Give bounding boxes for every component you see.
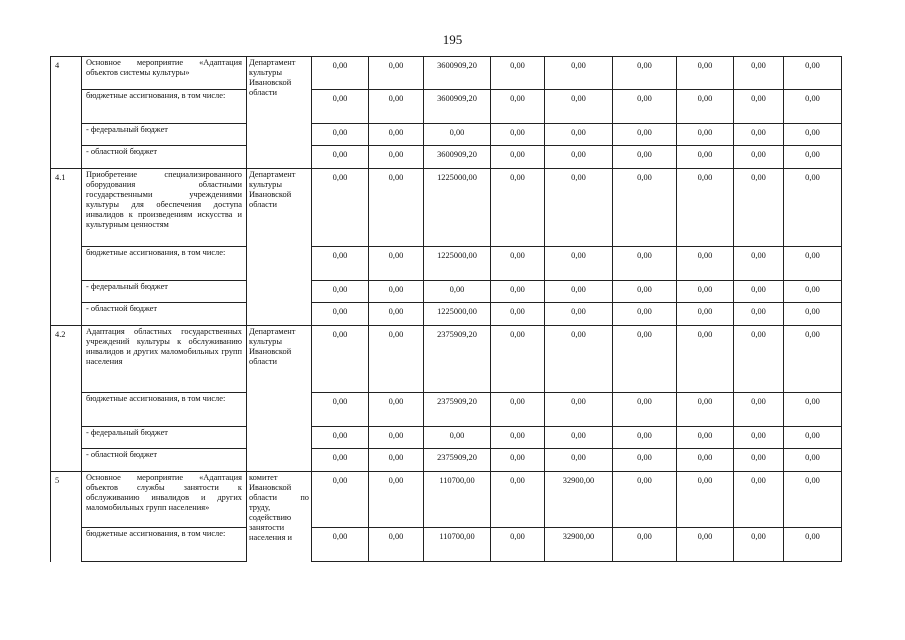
amount-cell: 0,00 [677, 528, 734, 562]
amount-cell: 0,00 [613, 281, 677, 303]
amount-cell: 0,00 [784, 427, 842, 449]
amount-cell: 1225000,00 [424, 247, 491, 281]
amount-cell: 0,00 [545, 427, 613, 449]
amount-cell: 0,00 [491, 146, 545, 169]
amount-cell: 0,00 [369, 326, 424, 393]
amount-cell: 0,00 [734, 449, 784, 472]
amount-cell: 0,00 [784, 393, 842, 427]
amount-cell: 0,00 [613, 169, 677, 247]
table-row [51, 90, 842, 124]
amount-cell: 0,00 [491, 281, 545, 303]
amount-cell: 0,00 [734, 393, 784, 427]
amount-cell: 0,00 [369, 281, 424, 303]
amount-cell: 0,00 [613, 57, 677, 90]
amount-cell: 0,00 [545, 57, 613, 90]
table-row [51, 247, 842, 281]
amount-cell: 0,00 [312, 393, 369, 427]
row-index: 5 [51, 472, 82, 562]
amount-cell: 0,00 [784, 281, 842, 303]
amount-cell: 0,00 [491, 326, 545, 393]
amount-cell: 0,00 [369, 393, 424, 427]
amount-cell: 0,00 [312, 57, 369, 90]
amount-cell: 0,00 [734, 281, 784, 303]
amount-cell: 0,00 [677, 393, 734, 427]
amount-cell: 0,00 [734, 247, 784, 281]
amount-cell: 0,00 [734, 528, 784, 562]
amount-cell: 2375909,20 [424, 393, 491, 427]
table-row [51, 528, 842, 562]
amount-cell: 0,00 [545, 449, 613, 472]
amount-cell: 0,00 [424, 124, 491, 146]
amount-cell: 0,00 [545, 169, 613, 247]
funding-source-label: - областной бюджет [82, 146, 247, 169]
amount-cell: 0,00 [734, 303, 784, 326]
amount-cell: 0,00 [491, 247, 545, 281]
amount-cell: 0,00 [784, 169, 842, 247]
table-row [51, 124, 842, 146]
amount-cell: 0,00 [312, 427, 369, 449]
amount-cell: 0,00 [369, 146, 424, 169]
amount-cell: 0,00 [613, 449, 677, 472]
amount-cell: 0,00 [545, 124, 613, 146]
amount-cell: 0,00 [491, 57, 545, 90]
amount-cell: 0,00 [784, 247, 842, 281]
amount-cell: 0,00 [613, 247, 677, 281]
amount-cell: 0,00 [424, 281, 491, 303]
amount-cell: 0,00 [677, 90, 734, 124]
amount-cell: 0,00 [734, 57, 784, 90]
amount-cell: 0,00 [491, 472, 545, 528]
executor: Департамент культуры Ивановской области [247, 57, 312, 169]
amount-cell: 0,00 [734, 427, 784, 449]
amount-cell: 0,00 [491, 449, 545, 472]
executor: комитет Ивановской области по труду, содействию занятости населения и [247, 472, 312, 562]
amount-cell: 0,00 [784, 472, 842, 528]
amount-cell: 0,00 [613, 303, 677, 326]
amount-cell: 0,00 [369, 303, 424, 326]
amount-cell: 0,00 [312, 247, 369, 281]
funding-source-label: бюджетные ассигнования, в том числе: [82, 90, 247, 124]
amount-cell: 0,00 [545, 90, 613, 124]
amount-cell: 0,00 [784, 146, 842, 169]
amount-cell: 0,00 [613, 124, 677, 146]
amount-cell: 0,00 [312, 326, 369, 393]
funding-source-label: - областной бюджет [82, 303, 247, 326]
table-row [51, 281, 842, 303]
amount-cell: 0,00 [784, 528, 842, 562]
amount-cell: 0,00 [734, 146, 784, 169]
activity-name: Адаптация областных государственных учреждений культуры к обслуживанию инвалидов и других маломобильных групп населения [82, 326, 247, 393]
amount-cell: 0,00 [491, 427, 545, 449]
amount-cell: 0,00 [491, 169, 545, 247]
amount-cell: 0,00 [545, 281, 613, 303]
amount-cell: 0,00 [369, 90, 424, 124]
amount-cell: 32900,00 [545, 472, 613, 528]
table-row [51, 326, 842, 393]
amount-cell: 0,00 [784, 57, 842, 90]
amount-cell: 0,00 [734, 124, 784, 146]
amount-cell: 0,00 [545, 247, 613, 281]
amount-cell: 0,00 [369, 472, 424, 528]
amount-cell: 0,00 [312, 528, 369, 562]
amount-cell: 0,00 [734, 472, 784, 528]
amount-cell: 0,00 [369, 528, 424, 562]
budget-table [50, 56, 842, 562]
amount-cell: 0,00 [784, 326, 842, 393]
funding-source-label: - федеральный бюджет [82, 124, 247, 146]
amount-cell: 0,00 [677, 472, 734, 528]
amount-cell: 0,00 [613, 427, 677, 449]
amount-cell: 0,00 [369, 449, 424, 472]
activity-name: Основное мероприятие «Адаптация объектов службы занятости к обслуживанию инвалидов и других маломобильных групп населения» [82, 472, 247, 528]
funding-source-label: бюджетные ассигнования, в том числе: [82, 393, 247, 427]
activity-name: Приобретение специализированного оборудования областными государственными учреждениями культуры для обеспечения доступа инвалидов к произведениям искусства и культурным ценностям [82, 169, 247, 247]
page-number: 195 [442, 32, 463, 47]
amount-cell: 0,00 [613, 326, 677, 393]
amount-cell: 0,00 [677, 124, 734, 146]
amount-cell: 0,00 [312, 146, 369, 169]
amount-cell: 0,00 [677, 303, 734, 326]
amount-cell: 0,00 [784, 90, 842, 124]
table-row [51, 169, 842, 247]
table-row [51, 146, 842, 169]
row-index: 4 [51, 57, 82, 169]
amount-cell: 0,00 [424, 427, 491, 449]
amount-cell: 0,00 [312, 124, 369, 146]
table-row [51, 472, 842, 528]
table-row [51, 427, 842, 449]
row-index: 4.2 [51, 326, 82, 472]
amount-cell: 0,00 [613, 472, 677, 528]
amount-cell: 0,00 [784, 124, 842, 146]
amount-cell: 0,00 [491, 90, 545, 124]
executor: Департамент культуры Ивановской области [247, 169, 312, 326]
amount-cell: 0,00 [312, 472, 369, 528]
amount-cell: 0,00 [677, 427, 734, 449]
amount-cell: 0,00 [784, 449, 842, 472]
funding-source-label: - федеральный бюджет [82, 427, 247, 449]
executor: Департамент культуры Ивановской области [247, 326, 312, 472]
funding-source-label: - областной бюджет [82, 449, 247, 472]
amount-cell: 0,00 [545, 393, 613, 427]
row-index: 4.1 [51, 169, 82, 326]
activity-name: Основное мероприятие «Адаптация объектов системы культуры» [82, 57, 247, 90]
amount-cell: 0,00 [491, 303, 545, 326]
amount-cell: 110700,00 [424, 528, 491, 562]
amount-cell: 0,00 [312, 449, 369, 472]
amount-cell: 0,00 [312, 303, 369, 326]
amount-cell: 0,00 [369, 169, 424, 247]
amount-cell: 0,00 [677, 146, 734, 169]
amount-cell: 0,00 [491, 528, 545, 562]
amount-cell: 0,00 [677, 169, 734, 247]
funding-source-label: - федеральный бюджет [82, 281, 247, 303]
table-row [51, 393, 842, 427]
amount-cell: 110700,00 [424, 472, 491, 528]
amount-cell: 0,00 [369, 57, 424, 90]
amount-cell: 0,00 [734, 169, 784, 247]
amount-cell: 0,00 [677, 57, 734, 90]
funding-source-label: бюджетные ассигнования, в том числе: [82, 528, 247, 562]
amount-cell: 0,00 [369, 247, 424, 281]
table-row [51, 303, 842, 326]
amount-cell: 0,00 [677, 247, 734, 281]
table-row [51, 449, 842, 472]
amount-cell: 2375909,20 [424, 326, 491, 393]
amount-cell: 2375909,20 [424, 449, 491, 472]
amount-cell: 0,00 [734, 326, 784, 393]
amount-cell: 0,00 [491, 124, 545, 146]
amount-cell: 1225000,00 [424, 169, 491, 247]
amount-cell: 0,00 [677, 281, 734, 303]
amount-cell: 0,00 [369, 124, 424, 146]
amount-cell: 1225000,00 [424, 303, 491, 326]
amount-cell: 0,00 [545, 303, 613, 326]
amount-cell: 0,00 [734, 90, 784, 124]
amount-cell: 0,00 [312, 281, 369, 303]
amount-cell: 0,00 [312, 90, 369, 124]
amount-cell: 0,00 [613, 393, 677, 427]
amount-cell: 0,00 [312, 169, 369, 247]
amount-cell: 0,00 [613, 90, 677, 124]
amount-cell: 0,00 [613, 146, 677, 169]
amount-cell: 0,00 [369, 427, 424, 449]
amount-cell: 3600909,20 [424, 57, 491, 90]
amount-cell: 0,00 [677, 326, 734, 393]
amount-cell: 0,00 [677, 449, 734, 472]
amount-cell: 0,00 [545, 326, 613, 393]
amount-cell: 32900,00 [545, 528, 613, 562]
amount-cell: 3600909,20 [424, 90, 491, 124]
table-row [51, 57, 842, 90]
amount-cell: 0,00 [784, 303, 842, 326]
amount-cell: 0,00 [545, 146, 613, 169]
funding-source-label: бюджетные ассигнования, в том числе: [82, 247, 247, 281]
amount-cell: 0,00 [491, 393, 545, 427]
amount-cell: 0,00 [613, 528, 677, 562]
amount-cell: 3600909,20 [424, 146, 491, 169]
